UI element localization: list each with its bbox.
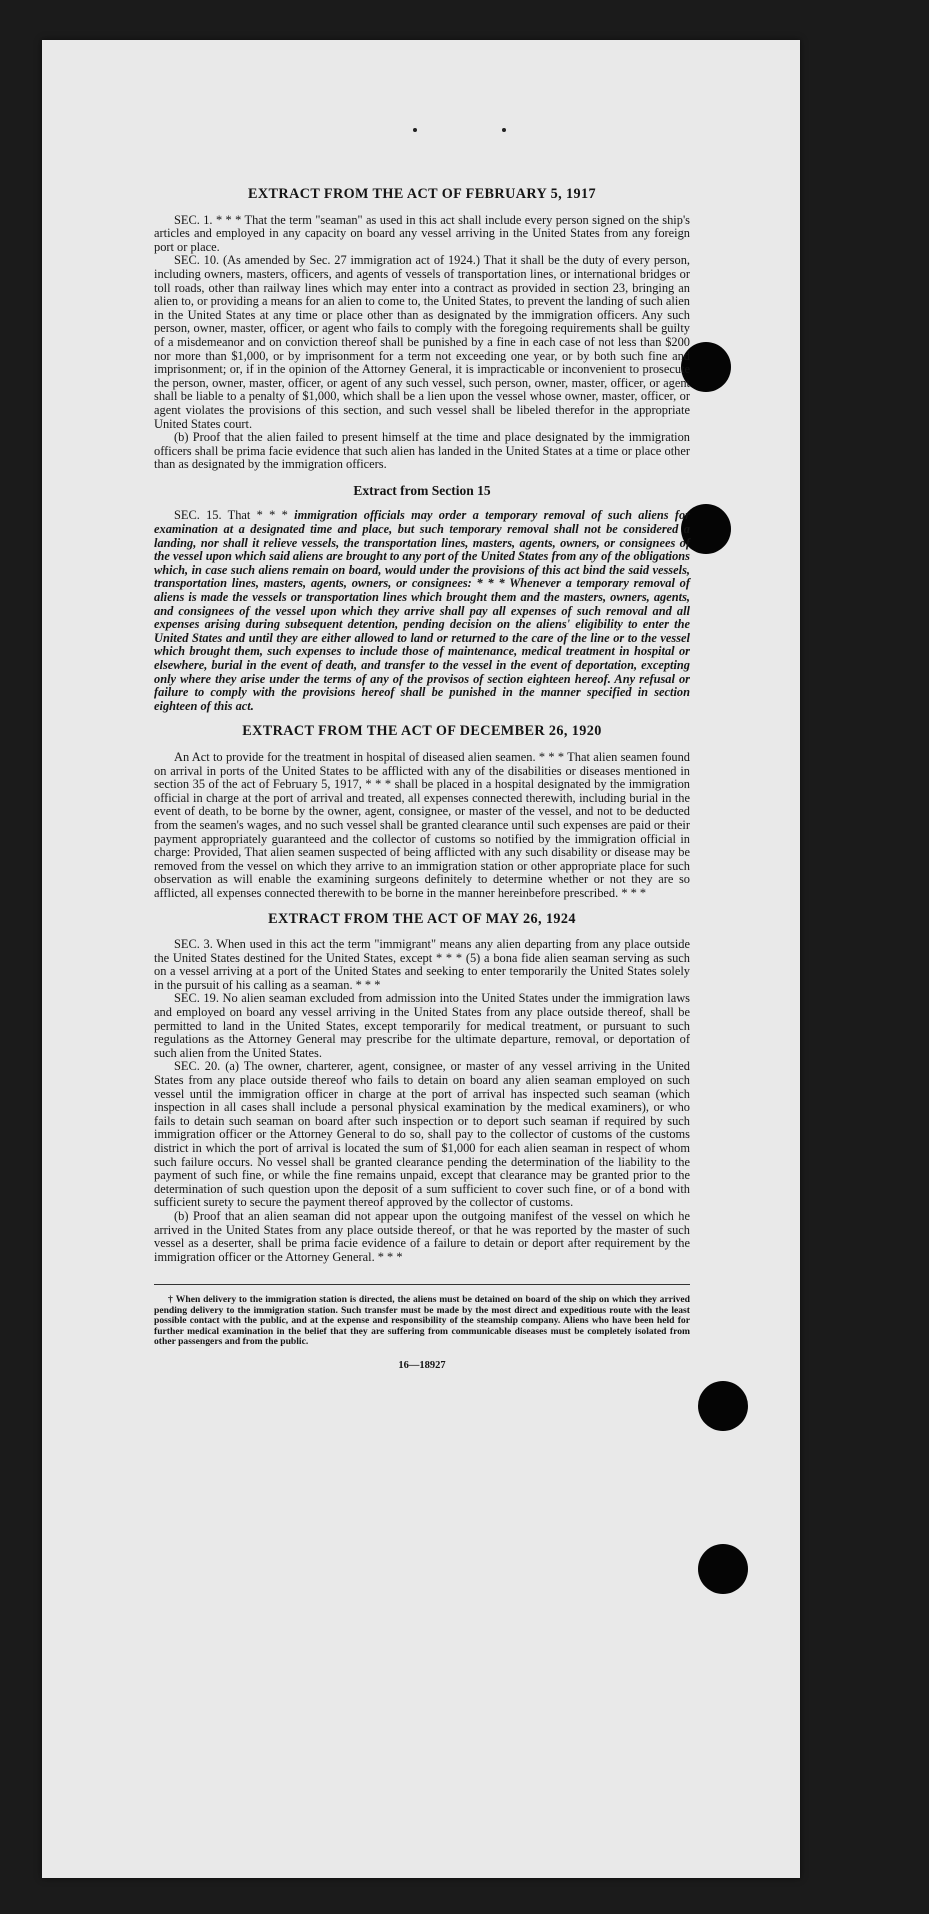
punch-hole	[698, 1381, 748, 1431]
document-page	[42, 40, 800, 1878]
section-heading: Extract from Section 15	[353, 482, 491, 498]
paragraph	[154, 509, 690, 713]
paragraph: SEC. 3. When used in this act the term "immigrant" means any alien departing from any place outside the United States destined for the United States, except * * * (5) a bona fide alien seaman serving as such on a vessel arriving at a port of the United States and seeking to enter temporarily the United States solely in the pursuit of his calling as a seaman. * * *	[154, 937, 690, 992]
section-heading: EXTRACT FROM THE ACT OF FEBRUARY 5, 1917	[248, 186, 596, 202]
speck-mark	[413, 128, 417, 132]
paragraph: An Act to provide for the treatment in hospital of diseased alien seamen. * * * That alien seamen found on arrival in ports of the United States to be afflicted with any of the disabilities or diseases mentioned in section 35 of the act of February 5, 1917, * * * shall be placed in a hospital designated by the immigration official in charge at the port of arrival and treated, all expenses connected therewith, including burial in the event of death, to be borne by the owner, agent, consignee, or master of the vessel, and not to be deducted from the seamen's wages, and no such vessel shall be granted clearance until such expenses are paid or their payment appropriately guaranteed and the collector of customs so notified by the immigration official in charge: Provided, That alien seamen suspected of being afflicted with any such disability or disease may be removed from the vessel on which they arrive to an immigration station or other appropriate place for such observation as will enable the examining surgeons definitely to determine whether or not they are so afflicted, all expenses connected therewith to be borne in the manner hereinbefore prescribed. * * *	[154, 749, 690, 900]
section-heading: EXTRACT FROM THE ACT OF DECEMBER 26, 1920	[242, 723, 602, 740]
section-heading: EXTRACT FROM THE ACT OF MAY 26, 1924	[268, 910, 576, 927]
paragraph: SEC. 1. * * * That the term "seaman" as used in this act shall include every person signed on the ship's articles and employed in any capacity on board any vessel arriving in the United States from any foreign port or place.	[154, 212, 690, 254]
section-act-1920	[154, 725, 690, 900]
footnote-text: † When delivery to the immigration station is directed, the aliens must be detained on board of the ship on which they arrived pending delivery to the immigration station. Such transfer must be made by the most direct and expeditious route with the least possible contact with the public, and at the expense and responsibility of the steamship company. Aliens who have been held for further medical examination in the belief that they are suffering from communicable diseases must be completely isolated from other passengers and from the public.	[154, 1294, 690, 1347]
document-body	[154, 188, 690, 1373]
footnote	[154, 1284, 690, 1347]
speck-mark	[502, 128, 506, 132]
italic-text: immigration officials may order a temporary removal of such aliens for examination at a designated time and place, but such temporary removal shall not be considered a landing, nor shall it relieve vessels, the transportation lines, masters, agents, owners, or consignees of the vessel upon which said aliens are brought to any port of the United States from any of the obligations which, in case such aliens remain on board, would under the provisions of this act bind the said vessels, transportation lines, masters, agents, owners, or consignees: * * * Whenever a temporary removal of aliens is made the vessels or transportation lines which brought them and the masters, owners, agents, and consignees of the vessel upon which they arrive shall pay all expenses of such removal and all expenses arising during subsequent detention, pending decision on the aliens' eligibility to enter the United States and until they are either allowed to land or returned to the care of the line or to the vessel which brought them, such expenses to include those of maintenance, medical treatment in hospital or elsewhere, burial in the event of death, and transfer to the vessel in the event of deportation, excepting only where they arise under the terms of any of the provisos of section eighteen hereof. Any refusal or failure to comply with the provisions hereof shall be punished in the manner specified in section eighteen of this act.	[154, 508, 690, 713]
page-number: 16—18927	[398, 1360, 446, 1372]
section-act-1924	[154, 910, 690, 1265]
paragraph: SEC. 19. No alien seaman excluded from admission into the United States under the immigration laws and employed on board any vessel arriving in the United States from any place outside thereof, shall be permitted to land in the United States, except temporarily for medical treatment, or pursuant to such regulations as the Attorney General may prescribe for the ultimate departure, removal, or deportation of such alien from the United States.	[154, 991, 690, 1060]
punch-hole	[698, 1544, 748, 1594]
paragraph: SEC. 20. (a) The owner, charterer, agent, consignee, or master of any vessel arriving in the United States from any place outside thereof who fails to detain on board any alien seaman employed on such vessel until the immigration officer in charge at the port of arrival has inspected such seaman (which inspection in all cases shall include a personal physical examination by the medical examiners), or who fails to detain such seaman on board after such inspection or to deport such seaman if required by such immigration officer or the Attorney General to do so, shall pay to the collector of customs of the customs district in which the port of arrival is located the sum of $1,000 for each alien seaman in respect of whom such failure occurs. No vessel shall be granted clearance pending the determination of the liability to the payment of such fine, or while the fine remains unpaid, except that clearance may be granted prior to the determination of such question upon the deposit of a sum sufficient to cover such fine, or of a bond with sufficient surety to secure the payment thereof approved by the collector of customs.	[154, 1059, 690, 1210]
section-extract-15	[154, 484, 690, 714]
paragraph: SEC. 10. (As amended by Sec. 27 immigration act of 1924.) That it shall be the duty of every person, including owners, masters, officers, and agents of vessels of transportation lines, or international bridges or toll roads, other than railway lines which may enter into a contract as provided in section 23, bringing an alien to, or providing a means for an alien to come to, the United States, to prevent the landing of such alien in the United States at any time or place other than as designated by the immigration officers. Any such person, owner, master, officer, or agent who fails to comply with the foregoing requirements shall be guilty of a misdemeanor and on conviction thereof shall be punished by a fine in each case of not less than $200 nor more than $1,000, or by imprisonment for a term not exceeding one year, or by both such fine and imprisonment; or, if in the opinion of the Attorney General, it is impracticable or inconvenient to prosecute the person, owner, master, officer, or agent of any such vessel, such person, owner, master, officer, or agent shall be liable to a penalty of $1,000, which shall be a lien upon the vessel whose owner, master, officer, or agent violates the provisions of this section, and such vessel shall be libeled therefor in the appropriate United States court.	[154, 253, 690, 431]
section-act-1917	[154, 188, 690, 472]
paragraph: (b) Proof that the alien failed to present himself at the time and place designated by the immigration officers shall be prima facie evidence that such alien has landed in the United States at a time or place other than as designated by the immigration officers.	[154, 430, 690, 472]
paragraph-lead: SEC. 15. That * * *	[174, 508, 288, 523]
paragraph: (b) Proof that an alien seaman did not appear upon the outgoing manifest of the vessel on which he arrived in the United States from any place outside thereof, or that he was reported by the master of such vessel as a deserter, shall be prima facie evidence of a failure to detain or deport after requirement by the immigration officer or the Attorney General. * * *	[154, 1208, 690, 1264]
